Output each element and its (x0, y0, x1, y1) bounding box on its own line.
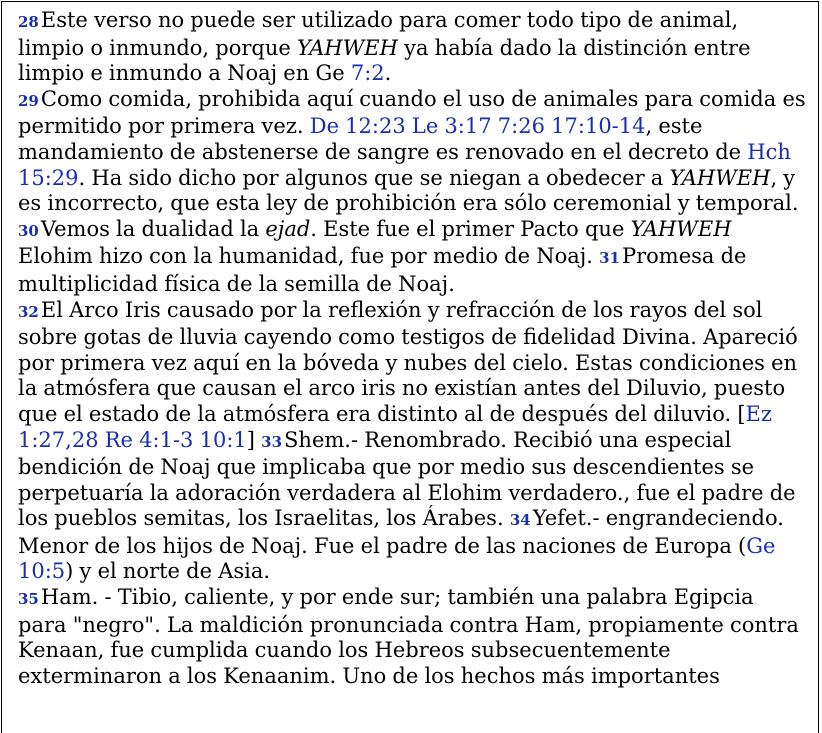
footnotes-panel (1, 1, 819, 733)
footnote-30-31 (18, 217, 808, 298)
emphasis-text: YAHWEH (296, 35, 398, 60)
footnote-35 (18, 585, 808, 689)
footnote-text: . Este fue el primer Pacto que (310, 216, 631, 241)
footnote-29 (18, 87, 808, 217)
footnote-text: Vemos la dualidad la (40, 216, 266, 241)
emphasis-text: YAHWEH (669, 165, 771, 190)
footnote-text: , este mandamiento de abstenerse de sangre es renovado en el decreto de (18, 114, 748, 164)
footnote-text: Yefet.- engrandeciendo. Menor de los hijos de Noaj. Fue el padre de las naciones de Europa ( (18, 506, 784, 558)
footnote-number: 29 (18, 91, 39, 110)
footnote-number: 33 (261, 432, 283, 451)
footnote-number: 31 (599, 249, 620, 268)
footnote-text: Shem.- Renombrado. Recibió una especial bendición de Noaj que implicaba que por medio sus descendientes se perpetuaría la adoración verdadera al Elohim verdadero., fue el padre de los pueblos semitas, los Israelitas, los Árabes. (18, 427, 796, 531)
footnote-text: Promesa de multiplicidad física de la semilla de Noaj. (18, 244, 747, 296)
footnote-text: , y es incorrecto, que esta ley de prohibición era sólo ceremonial y temporal. (18, 165, 799, 216)
scripture-reference-link[interactable]: Re 4:1-3 (104, 427, 194, 452)
scripture-reference-link[interactable]: 17:10-14 (551, 114, 646, 139)
footnote-32-34 (18, 298, 808, 586)
footnote-text: El Arco Iris causado por la reflexión y refracción de los rayos del sol sobre gotas de lluvia cayendo como testigos de fidelidad Divina. Apareció por primera vez aquí en la bóveda y nubes del cielo. Estas condiciones en la atmósfera que causan el arco iris no existían antes del Diluvio, puesto que el estado de la atmósfera era distinto al de después del diluvio. [ (18, 297, 798, 426)
footnote-number: 28 (18, 13, 39, 31)
emphasis-text: ejad (265, 216, 311, 241)
scripture-reference-link[interactable]: 10:1 (199, 427, 247, 452)
scripture-reference-link[interactable]: Le 3:17 (411, 114, 492, 139)
footnote-text: ya había dado la distinción entre limpio e inmundo a Noaj en Ge (18, 35, 751, 86)
footnote-text: Ham. - Tibio, caliente, y por ende sur; también una palabra Egipcia para "negro". La maldición pronunciada contra Ham, propiamente contra Kenaan, fue cumplida cuando los Hebreos subsecuentemente exterminaron a los Kenaanim. Uno de los hechos más importantes (18, 585, 799, 688)
footnote-28 (18, 8, 808, 87)
footnote-text: . Ha sido dicho por algunos que se niegan a obedecer a (78, 165, 670, 190)
scripture-reference-link[interactable]: 7:26 (497, 114, 545, 139)
emphasis-text: YAHWEH (630, 216, 732, 241)
footnote-number: 30 (18, 221, 39, 240)
footnote-number: 32 (18, 302, 39, 321)
footnote-text: Como comida, prohibida aquí cuando el uso de animales para comida es permitido por primera vez. (18, 86, 806, 139)
scripture-reference-link[interactable]: Hch 15:29 (18, 139, 791, 190)
footnote-text: Elohim hizo con la humanidad, fue por medio de Noaj. (18, 244, 600, 269)
footnote-text: . (384, 61, 392, 86)
scripture-reference-link[interactable]: Ez 1:27,28 (18, 401, 772, 452)
footnote-text: ) y el norte de Asia. (65, 559, 271, 584)
footnote-number: 34 (509, 511, 531, 530)
scripture-reference-link[interactable]: De 12:23 (309, 114, 406, 139)
scripture-reference-link[interactable]: Ge 10:5 (18, 533, 776, 584)
footnote-text: Este verso no puede ser utilizado para comer todo tipo de animal, limpio o inmundo, porque (18, 8, 739, 60)
scripture-reference-link[interactable]: 7:2 (350, 61, 385, 86)
footnote-number: 35 (18, 590, 39, 609)
footnotes-text (18, 8, 808, 689)
footnote-text: ] (246, 427, 262, 452)
